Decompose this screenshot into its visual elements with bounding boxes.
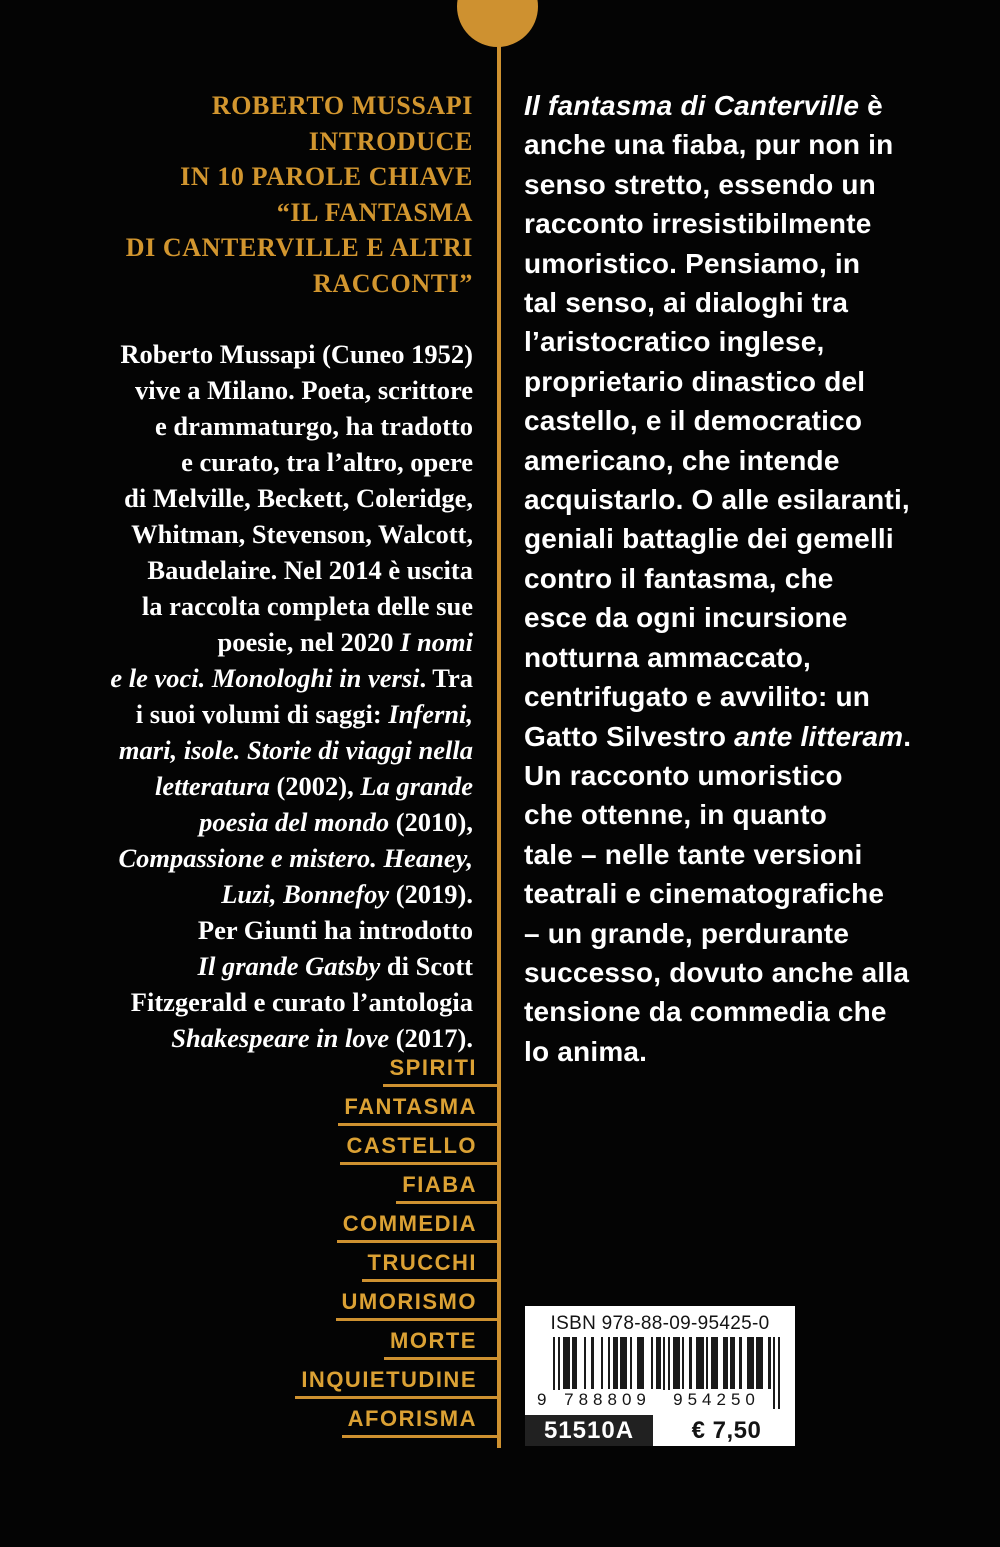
keyword-item: SPIRITI bbox=[383, 1056, 501, 1087]
text-line: castello, e il democratico bbox=[524, 405, 863, 437]
author-bio bbox=[3, 336, 473, 1056]
text-line: contro il fantasma, che bbox=[524, 562, 834, 594]
book-blurb bbox=[524, 86, 976, 1071]
text-line: Gatto Silvestro ante litteram. bbox=[524, 720, 912, 752]
text-line: Un racconto umoristico bbox=[524, 759, 843, 791]
text-line: mari, isole. Storie di viaggi nella bbox=[118, 735, 473, 765]
price: € 7,50 bbox=[658, 1415, 795, 1446]
text-line: poesie, nel 2020 I nomi bbox=[217, 627, 473, 657]
heading-line: ROBERTO MUSSAPI bbox=[211, 91, 473, 120]
text-line: esce da ogni incursione bbox=[524, 602, 848, 634]
text-line: Baudelaire. Nel 2014 è uscita bbox=[147, 555, 473, 585]
barcode-digit-group-2: 954250 bbox=[662, 1390, 771, 1409]
isbn-number: ISBN 978-88-09-95425-0 bbox=[550, 1313, 770, 1334]
text-line: Per Giunti ha introdotto bbox=[197, 915, 473, 945]
text-line: senso stretto, essendo un bbox=[524, 168, 876, 200]
keyword-item: FANTASMA bbox=[338, 1095, 501, 1126]
text-line: i suoi volumi di saggi: Inferni, bbox=[135, 699, 473, 729]
text-line: notturna ammaccato, bbox=[524, 641, 811, 673]
text-line: successo, dovuto anche alla bbox=[524, 956, 910, 988]
barcode-digits bbox=[537, 1390, 783, 1409]
text-line: lo anima. bbox=[524, 1035, 648, 1067]
intro-heading bbox=[3, 88, 473, 301]
text-line: Luzi, Bonnefoy (2019). bbox=[221, 879, 473, 909]
heading-line: IN 10 PAROLE CHIAVE bbox=[180, 162, 473, 191]
label-bottom-row bbox=[525, 1415, 795, 1446]
text-line: che ottenne, in quanto bbox=[524, 799, 828, 831]
text-line: centrifugato e avvilito: un bbox=[524, 681, 871, 713]
text-line: Fitzgerald e curato l’antologia bbox=[130, 987, 473, 1017]
text-line: – un grande, perdurante bbox=[524, 917, 850, 949]
keyword-item: INQUIETUDINE bbox=[295, 1368, 501, 1399]
text-line: l’aristocratico inglese, bbox=[524, 326, 825, 358]
text-line: proprietario dinastico del bbox=[524, 365, 866, 397]
barcode-digit-group-1: 788809 bbox=[553, 1390, 662, 1409]
text-line: teatrali e cinematografiche bbox=[524, 878, 885, 910]
heading-line: “IL FANTASMA bbox=[276, 197, 473, 227]
text-line: Il grande Gatsby di Scott bbox=[197, 951, 473, 981]
keyword-item: TRUCCHI bbox=[362, 1251, 502, 1282]
text-line: letteratura (2002), La grande bbox=[155, 771, 473, 801]
edition-code: 51510A bbox=[525, 1415, 653, 1446]
heading-line: INTRODUCE bbox=[308, 126, 473, 156]
text-line: racconto irresistibilmente bbox=[524, 208, 872, 240]
text-line: acquistarlo. O alle esilaranti, bbox=[524, 484, 910, 516]
text-line: umoristico. Pensiamo, in bbox=[524, 247, 861, 279]
heading-line: RACCONTI” bbox=[313, 268, 473, 298]
keyword-item: COMMEDIA bbox=[337, 1212, 501, 1243]
keyword-item: CASTELLO bbox=[340, 1134, 501, 1165]
text-line: anche una fiaba, pur non in bbox=[524, 129, 894, 161]
barcode-panel bbox=[525, 1306, 795, 1415]
text-line: Shakespeare in love (2017). bbox=[171, 1023, 473, 1053]
text-line: e le voci. Monologhi in versi. Tra bbox=[110, 663, 473, 693]
keyword-list bbox=[295, 1056, 501, 1438]
text-line: e curato, tra l’altro, opere bbox=[181, 447, 473, 477]
keyword-item: MORTE bbox=[384, 1329, 501, 1360]
barcode bbox=[537, 1337, 783, 1409]
text-line: vive a Milano. Poeta, scrittore bbox=[134, 375, 473, 405]
text-line: tal senso, ai dialoghi tra bbox=[524, 287, 849, 319]
text-line: poesia del mondo (2010), bbox=[199, 807, 473, 837]
keyword-item: AFORISMA bbox=[342, 1407, 501, 1438]
heading-line: DI CANTERVILLE E ALTRI bbox=[125, 233, 473, 262]
gold-circle-ornament bbox=[457, 0, 538, 47]
text-line: di Melville, Beckett, Coleridge, bbox=[124, 483, 473, 513]
text-line: Il fantasma di Canterville è bbox=[524, 90, 883, 121]
text-line: tensione da commedia che bbox=[524, 996, 887, 1028]
text-line: Compassione e mistero. Heaney, bbox=[118, 843, 473, 873]
keyword-item: FIABA bbox=[396, 1173, 501, 1204]
text-line: e drammaturgo, ha tradotto bbox=[155, 411, 473, 441]
text-line: la raccolta completa delle sue bbox=[141, 591, 473, 621]
text-line: Roberto Mussapi (Cuneo 1952) bbox=[120, 339, 473, 369]
keyword-item: UMORISMO bbox=[336, 1290, 501, 1321]
text-line: Whitman, Stevenson, Walcott, bbox=[131, 519, 473, 549]
isbn-price-label bbox=[525, 1306, 795, 1446]
text-line: tale – nelle tante versioni bbox=[524, 838, 863, 870]
text-line: americano, che intende bbox=[524, 444, 840, 476]
text-line: geniali battaglie dei gemelli bbox=[524, 523, 894, 555]
barcode-digit-lead: 9 bbox=[537, 1390, 553, 1409]
